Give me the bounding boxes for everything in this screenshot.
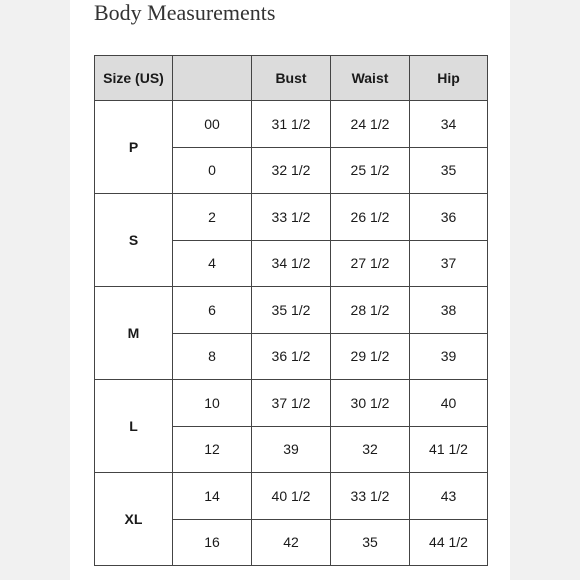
cell-size: 10: [173, 380, 252, 427]
cell-waist: 35: [331, 519, 410, 566]
cell-bust: 33 1/2: [252, 194, 331, 241]
cell-waist: 33 1/2: [331, 473, 410, 520]
cell-bust: 37 1/2: [252, 380, 331, 427]
cell-waist: 30 1/2: [331, 380, 410, 427]
header-size-number: [173, 56, 252, 101]
cell-waist: 25 1/2: [331, 147, 410, 194]
cell-bust: 39: [252, 426, 331, 473]
table-row: [95, 194, 488, 241]
cell-bust: 31 1/2: [252, 101, 331, 148]
cell-bust: 40 1/2: [252, 473, 331, 520]
cell-hip: 36: [410, 194, 488, 241]
cell-bust: 32 1/2: [252, 147, 331, 194]
cell-hip: 35: [410, 147, 488, 194]
cell-bust: 42: [252, 519, 331, 566]
cell-waist: 26 1/2: [331, 194, 410, 241]
cell-hip: 41 1/2: [410, 426, 488, 473]
size-group-label: L: [95, 380, 173, 473]
table-row: [95, 380, 488, 427]
cell-size: 2: [173, 194, 252, 241]
cell-waist: 32: [331, 426, 410, 473]
cell-size: 14: [173, 473, 252, 520]
cell-size: 8: [173, 333, 252, 380]
cell-waist: 27 1/2: [331, 240, 410, 287]
cell-hip: 44 1/2: [410, 519, 488, 566]
size-group-label: P: [95, 101, 173, 194]
page-title: Body Measurements: [94, 0, 276, 25]
cell-hip: 43: [410, 473, 488, 520]
cell-size: 00: [173, 101, 252, 148]
size-chart-table: [94, 55, 488, 566]
table-row: [95, 287, 488, 334]
cell-size: 6: [173, 287, 252, 334]
table-row: [95, 473, 488, 520]
table-body: [95, 101, 488, 566]
cell-size: 16: [173, 519, 252, 566]
cell-hip: 38: [410, 287, 488, 334]
table-header-row: [95, 56, 488, 101]
size-group-label: XL: [95, 473, 173, 566]
cell-hip: 34: [410, 101, 488, 148]
cell-waist: 28 1/2: [331, 287, 410, 334]
cell-waist: 24 1/2: [331, 101, 410, 148]
table-row: [95, 101, 488, 148]
cell-hip: 37: [410, 240, 488, 287]
cell-hip: 39: [410, 333, 488, 380]
header-size-us: Size (US): [95, 56, 173, 101]
cell-size: 12: [173, 426, 252, 473]
cell-hip: 40: [410, 380, 488, 427]
cell-bust: 36 1/2: [252, 333, 331, 380]
cell-bust: 34 1/2: [252, 240, 331, 287]
header-waist: Waist: [331, 56, 410, 101]
size-group-label: S: [95, 194, 173, 287]
cell-size: 0: [173, 147, 252, 194]
header-bust: Bust: [252, 56, 331, 101]
cell-bust: 35 1/2: [252, 287, 331, 334]
cell-waist: 29 1/2: [331, 333, 410, 380]
header-hip: Hip: [410, 56, 488, 101]
size-group-label: M: [95, 287, 173, 380]
cell-size: 4: [173, 240, 252, 287]
